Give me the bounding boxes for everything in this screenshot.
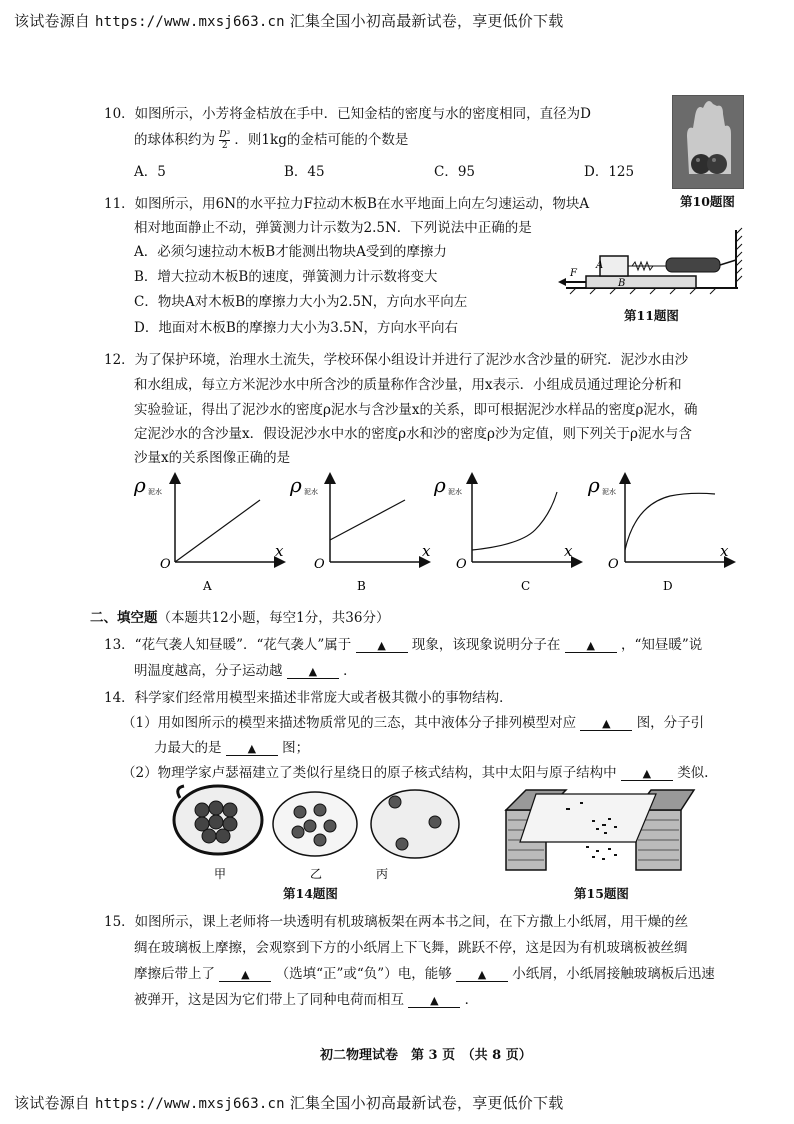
hand-with-kumquats-image (673, 96, 743, 188)
q12-graph-b-ylabel: ρ (290, 473, 302, 497)
top-banner (14, 10, 563, 31)
q11-label-f: F (570, 268, 577, 279)
q13-line2 (134, 659, 357, 679)
q10-option-d: D．125 (584, 164, 635, 180)
q14-line1: 14．科学家们经常用模型来描述非常庞大或者极其微小的事物结构． (104, 690, 513, 706)
q12-graph-b (289, 473, 431, 593)
banner-suffix-bottom: 汇集全国小初高最新试卷，享更低价下载 (289, 1094, 564, 1112)
banner-url-bottom[interactable]: https://www.mxsj663.cn (94, 1096, 285, 1112)
q14-label-yi: 乙 (310, 867, 323, 880)
q10-line2-post: ．则1kg的金桔可能的个数是 (234, 132, 409, 148)
q12-graph-b-xlabel: x (422, 542, 431, 560)
q13-line2-a: 明温度越高，分子运动越 (134, 663, 283, 679)
q15-caption: 第15题图 (574, 886, 629, 901)
q12-graph-a-ysub: 泥水 (148, 488, 162, 496)
q11-line1: 11．如图所示，用6N的水平拉力F拉动木板B在水平地面上向左匀速运动，物块A (104, 196, 590, 212)
q11-option-c: C．物块A对木板B的摩擦力大小为2.5N，方向水平向左 (134, 294, 468, 310)
q12-line5: 沙量x的关系图像正确的是 (134, 450, 291, 466)
q12-line4: 定泥沙水的含沙量x．假设泥沙水中水的密度ρ水和沙的密度ρ沙为定值，则下列关于ρ泥水与含 (134, 426, 692, 442)
q10-fraction-num: D³ (219, 130, 231, 140)
q12-graph-a-xlabel: x (275, 542, 284, 560)
q10-option-b: B．45 (284, 164, 325, 180)
q11-caption: 第11题图 (624, 308, 679, 323)
page-footer: 初二物理试卷 第 3 页 （共 8 页） (320, 1048, 532, 1063)
q14-sub2-b: 类似. (677, 765, 709, 781)
q15-line3-b: （选填“正”或“负”）电，能够 (275, 966, 452, 982)
q12-graph-a-label: A (203, 579, 212, 593)
q12-graph-b-ysub: 泥水 (304, 488, 318, 496)
q15-line3-a: 摩擦后带上了 (134, 966, 215, 982)
q10-fraction-den: 2 (221, 141, 228, 151)
q12-graph-c-ysub: 泥水 (448, 488, 462, 496)
q12-graph-c-ylabel: ρ (434, 473, 446, 497)
q14-blank-2[interactable]: ▲ (226, 742, 278, 756)
q14-sub1-a: （1）用如图所示的模型来描述物质常见的三态，其中液体分子排列模型对应 (122, 715, 577, 731)
q13-line1 (104, 633, 702, 653)
q15-line3-c: 小纸屑，小纸屑接触玻璃板后迅速 (512, 966, 715, 982)
q12-line3: 实验验证，得出了泥沙水的密度ρ泥水与含沙量x的关系，即可根据泥沙水样品的密度ρ泥水，确 (134, 402, 698, 418)
section2-title: 二、填空题 (90, 610, 158, 626)
q14-sub2-a: （2）物理学家卢瑟福建立了类似行星绕日的原子核式结构，其中太阳与原子结构中 (122, 765, 617, 781)
q15-figure (496, 780, 696, 880)
q11-spring-scale (666, 258, 720, 272)
q11-line2: 相对地面静止不动，弹簧测力计示数为2.5N．下列说法中正确的是 (134, 220, 532, 236)
q13-blank-1[interactable]: ▲ (356, 639, 408, 653)
q14-model-yi (273, 792, 357, 856)
banner-url[interactable]: https://www.mxsj663.cn (94, 14, 285, 30)
q12-graph-a-curve (175, 500, 260, 562)
q12-graph-d-origin: O (608, 557, 619, 572)
q14-model-bing (371, 790, 459, 858)
q12-graph-b-curve (330, 500, 405, 540)
banner-prefix: 该试卷源自 (14, 12, 91, 30)
q12-graph-d-curve (625, 493, 715, 550)
q15-blank-1[interactable]: ▲ (219, 968, 271, 982)
q12-graph-c-curve (472, 492, 557, 550)
q12-graph-a (133, 473, 284, 593)
q11-option-d: D．地面对木板B的摩擦力大小为3.5N，方向水平向右 (134, 320, 459, 336)
q12-graph-a-origin: O (160, 557, 171, 572)
q14-sub1-line2 (154, 736, 309, 756)
q12-line2: 和水组成，每立方米泥沙水中所含沙的质量称作含沙量，用x表示．小组成员通过理论分析和 (134, 377, 682, 393)
q12-graph-d-xlabel: x (720, 542, 729, 560)
q14-model-jia (174, 786, 262, 854)
q15-line4-b: ． (464, 992, 479, 1008)
q14-blank-1[interactable]: ▲ (580, 717, 632, 731)
q15-line3 (134, 962, 715, 982)
q10-photo-hand (672, 95, 744, 189)
q10-line1: 10．如图所示，小芳将金桔放在手中．已知金桔的密度与水的密度相同，直径为D (104, 106, 592, 122)
q13-blank-2[interactable]: ▲ (565, 639, 617, 653)
q14-sub1-d: 图； (282, 740, 310, 756)
q14-sub1-c: 力最大的是 (154, 740, 222, 756)
q15-glass-plate (520, 794, 656, 842)
q11-board-b (586, 276, 696, 288)
q14-blank-3[interactable]: ▲ (621, 767, 673, 781)
q14-label-bing: 丙 (376, 867, 389, 880)
q10-line2-pre: 的球体积约为 (134, 132, 215, 148)
q12-line1: 12．为了保护环境，治理水土流失，学校环保小组设计并进行了泥沙水含沙量的研究．泥沙水由沙 (104, 352, 689, 368)
q14-sub1-line1 (122, 711, 704, 731)
q11-label-a: A (596, 260, 604, 271)
q11-option-a: A．必须匀速拉动木板B才能测出物块A受到的摩擦力 (134, 244, 447, 260)
q13-line1-b: 现象，该现象说明分子在 (411, 637, 561, 653)
q12-graph-d-ylabel: ρ (588, 473, 600, 497)
q14-label-jia: 甲 (214, 867, 227, 880)
q12-graphs (130, 470, 770, 595)
q10-line2 (134, 128, 408, 151)
q11-label-b: B (618, 278, 626, 289)
q14-sub1-b: 图，分子引 (636, 715, 705, 731)
q12-graph-a-ylabel: ρ (134, 473, 146, 497)
q15-line4-a: 被弹开，这是因为它们带上了同种电荷而相互 (134, 992, 404, 1008)
q11-figure (556, 226, 746, 306)
q15-line2: 绸在玻璃板上摩擦，会观察到下方的小纸屑上下飞舞，跳跃不停，这是因为有机玻璃板被丝绸 (134, 940, 688, 956)
banner-suffix: 汇集全国小初高最新试卷，享更低价下载 (289, 12, 564, 30)
q12-graph-d (587, 473, 730, 593)
q12-graph-c-xlabel: x (564, 542, 573, 560)
q15-line4 (134, 988, 478, 1008)
q14-caption: 第14题图 (283, 886, 338, 901)
q10-option-a: A．5 (134, 164, 166, 180)
q12-graph-b-origin: O (314, 557, 325, 572)
bottom-banner (14, 1092, 563, 1113)
q12-graph-d-ysub: 泥水 (602, 488, 616, 496)
q12-graph-b-label: B (357, 579, 366, 593)
q12-graph-c-origin: O (456, 557, 467, 572)
q13-line1-c: ，“知昼暖”说 (620, 637, 703, 653)
q12-graph-c-label: C (521, 579, 531, 593)
q14-sub2 (122, 761, 708, 781)
q10-option-c: C．95 (434, 164, 476, 180)
section2-note: （本题共12小题，每空1分，共36分） (157, 610, 390, 626)
q15-blank-3[interactable]: ▲ (408, 994, 460, 1008)
q11-option-b: B．增大拉动木板B的速度，弹簧测力计示数将变大 (134, 269, 438, 285)
q15-blank-2[interactable]: ▲ (456, 968, 508, 982)
q11-block-a (600, 256, 628, 276)
q12-graph-d-label: D (663, 579, 673, 593)
q14-figure (170, 780, 470, 880)
q13-line2-b: ． (343, 663, 357, 679)
q13-blank-3[interactable]: ▲ (287, 665, 339, 679)
banner-prefix-bottom: 该试卷源自 (14, 1094, 91, 1112)
section2-heading (90, 606, 389, 626)
q13-line1-a: 13．“花气袭人知昼暖”．“花气袭人”属于 (104, 637, 352, 653)
q10-caption: 第10题图 (680, 194, 735, 209)
q10-fraction (219, 130, 230, 151)
q12-graph-c (433, 473, 577, 593)
q15-line1: 15．如图所示，课上老师将一块透明有机玻璃板架在两本书之间，在下方撒上小纸屑，用干燥的丝 (104, 914, 689, 930)
